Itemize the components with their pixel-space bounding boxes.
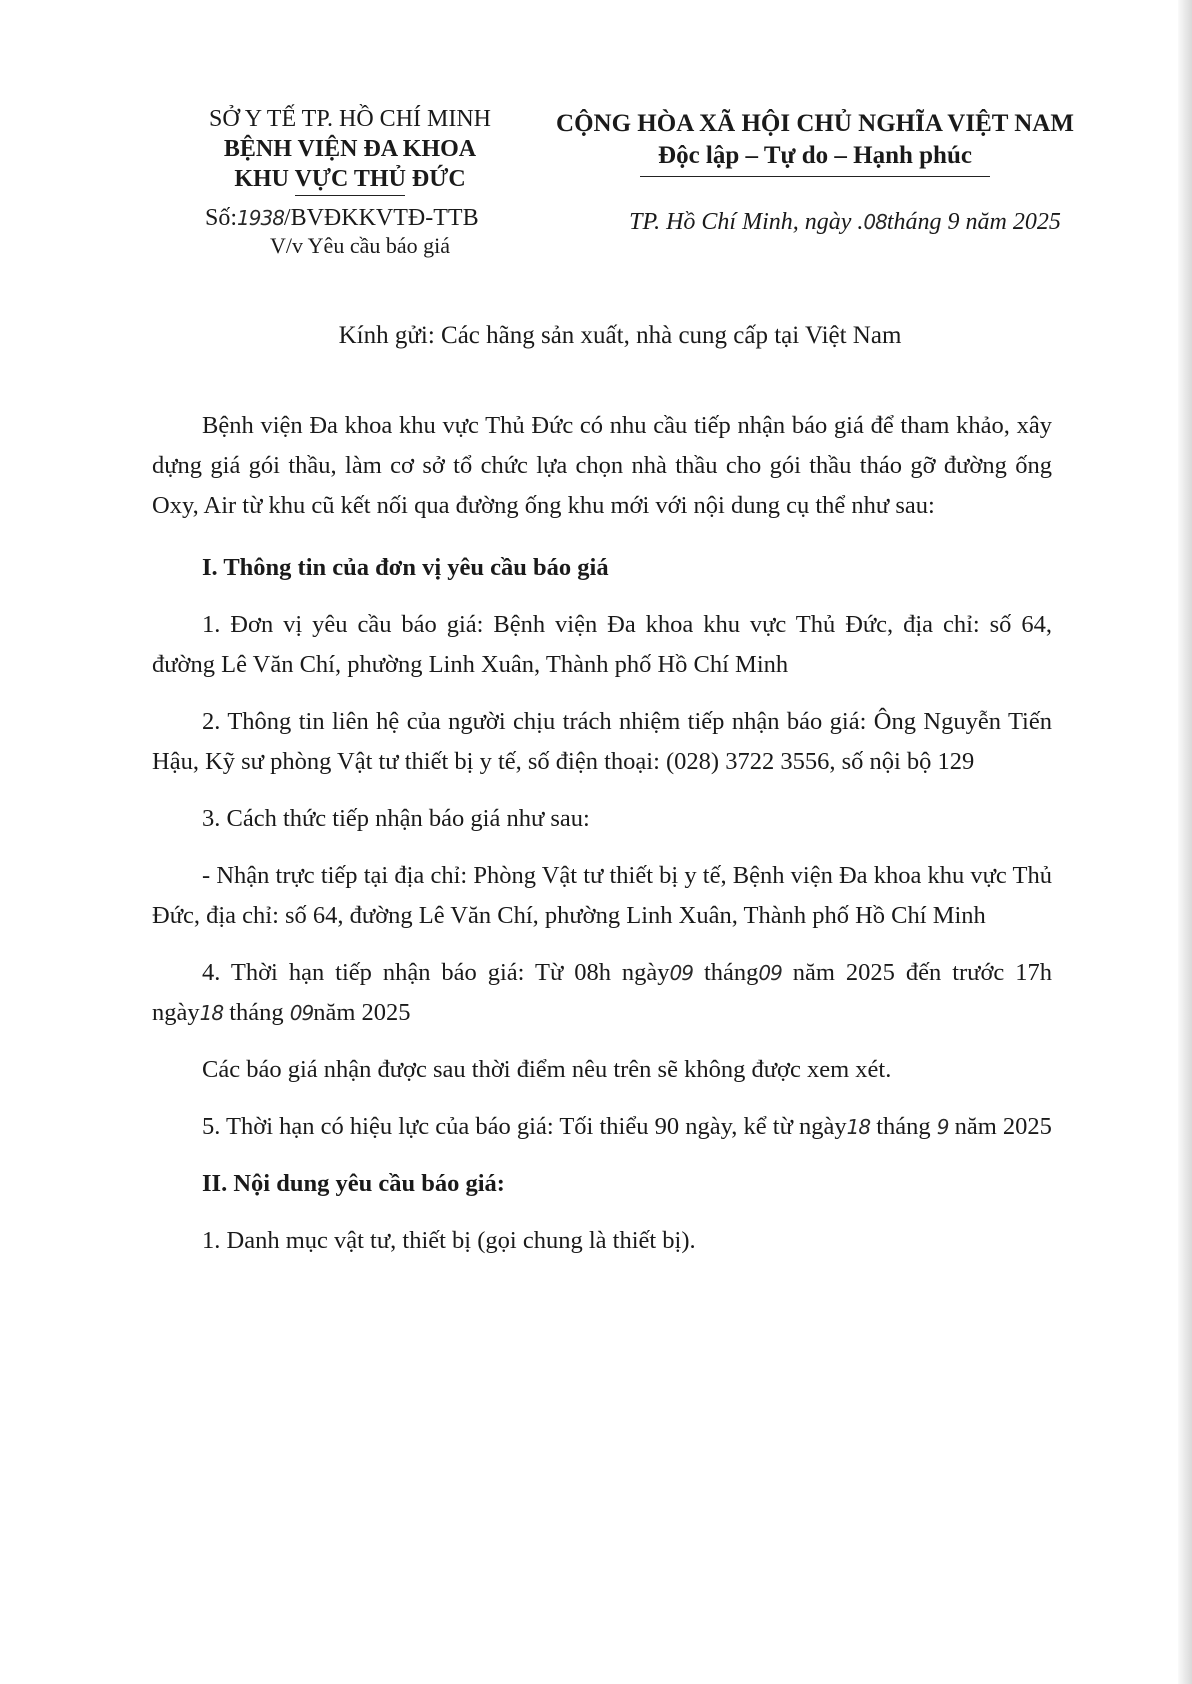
issuing-agency-block — [185, 104, 515, 196]
national-title-block — [535, 108, 1095, 177]
item-4-hand-day-start: 09 — [669, 961, 693, 985]
document-subject: V/v Yêu cầu báo giá — [269, 233, 450, 258]
item-4-hand-month-end: 09 — [289, 1001, 314, 1025]
doc-no-suffix: /BVĐKKVTĐ-TTB — [283, 205, 479, 231]
doc-no-prefix: Số: — [205, 205, 238, 231]
agency-underline — [295, 195, 405, 196]
doc-no-handwritten: 1938 — [237, 206, 284, 230]
item-4-text-4: tháng — [223, 999, 290, 1026]
item-5 — [152, 1107, 1052, 1147]
date-day-handwritten: 08 — [863, 210, 887, 234]
date-prefix: TP. Hồ Chí Minh, ngày . — [629, 209, 864, 235]
motto-underline — [640, 176, 990, 177]
recipient-line: Kính gửi: Các hãng sản xuất, nhà cung cấp tại Việt Nam — [338, 322, 902, 349]
hospital-name-line2: KHU VỰC THỦ ĐỨC — [234, 166, 466, 192]
late-quote-note: Các báo giá nhận được sau thời điểm nêu trên sẽ không được xem xét. — [202, 1056, 892, 1083]
item-1: 1. Đơn vị yêu cầu báo giá: Bệnh viện Đa khoa khu vực Thủ Đức, địa chỉ: số 64, đường Lê Văn Chí, phường Linh Xuân, Thành phố Hồ Chí Minh — [152, 611, 1052, 678]
item-5-hand-day: 18 — [846, 1115, 871, 1139]
document-number — [205, 204, 505, 232]
item-4-hand-day-end: 18 — [199, 1001, 224, 1025]
item-3: 3. Cách thức tiếp nhận báo giá như sau: — [202, 805, 590, 832]
item-5-text-3: năm 2025 — [948, 1113, 1052, 1140]
item-5-text-2: tháng — [870, 1113, 937, 1140]
item-5-hand-month: 9 — [936, 1115, 949, 1139]
place-and-date — [600, 208, 1090, 236]
item-5-text-1: 5. Thời hạn có hiệu lực của báo giá: Tối thiểu 90 ngày, kể từ ngày — [202, 1113, 847, 1140]
document-body — [152, 406, 1052, 1278]
item-3-detail: - Nhận trực tiếp tại địa chỉ: Phòng Vật tư thiết bị y tế, Bệnh viện Đa khoa khu vực Thủ Đức, địa chỉ: số 64, đường Lê Văn Chí, phường Linh Xuân, Thành phố Hồ Chí Minh — [152, 862, 1052, 929]
item-4-text-5: năm 2025 — [313, 999, 411, 1026]
item-4-hand-month-start: 09 — [758, 961, 782, 985]
item-4-text-2: tháng — [693, 959, 759, 986]
section-2-item-1: 1. Danh mục vật tư, thiết bị (gọi chung là thiết bị). — [202, 1227, 696, 1254]
nation-name: CỘNG HÒA XÃ HỘI CHỦ NGHĨA VIỆT NAM — [556, 110, 1074, 137]
item-4-text-3: năm 2025 đến trước 17h ngày — [152, 959, 1052, 1026]
intro-paragraph: Bệnh viện Đa khoa khu vực Thủ Đức có nhu cầu tiếp nhận báo giá để tham khảo, xây dựng giá gói thầu, làm cơ sở tổ chức lựa chọn nhà thầu cho gói thầu tháo gỡ đường ống Oxy, Air từ khu cũ kết nối qua đường ống khu mới với nội dung cụ thể như sau: — [152, 412, 1052, 519]
section-2-title: II. Nội dung yêu cầu báo giá: — [202, 1170, 505, 1197]
national-motto: Độc lập – Tự do – Hạnh phúc — [658, 142, 972, 169]
section-1-title: I. Thông tin của đơn vị yêu cầu báo giá — [202, 554, 609, 581]
hospital-name-line1: BỆNH VIỆN ĐA KHOA — [223, 136, 477, 162]
scan-edge-shadow — [1178, 0, 1192, 1684]
item-4-text-1: 4. Thời hạn tiếp nhận báo giá: Từ 08h ngày — [202, 959, 670, 986]
item-2: 2. Thông tin liên hệ của người chịu trách nhiệm tiếp nhận báo giá: Ông Nguyễn Tiến Hậu, Kỹ sư phòng Vật tư thiết bị y tế, số điện thoại: (028) 3722 3556, số nội bộ 129 — [152, 708, 1052, 775]
item-4 — [152, 953, 1052, 1033]
agency-name: SỞ Y TẾ TP. HỒ CHÍ MINH — [208, 106, 492, 132]
date-suffix: tháng 9 năm 2025 — [886, 209, 1061, 235]
